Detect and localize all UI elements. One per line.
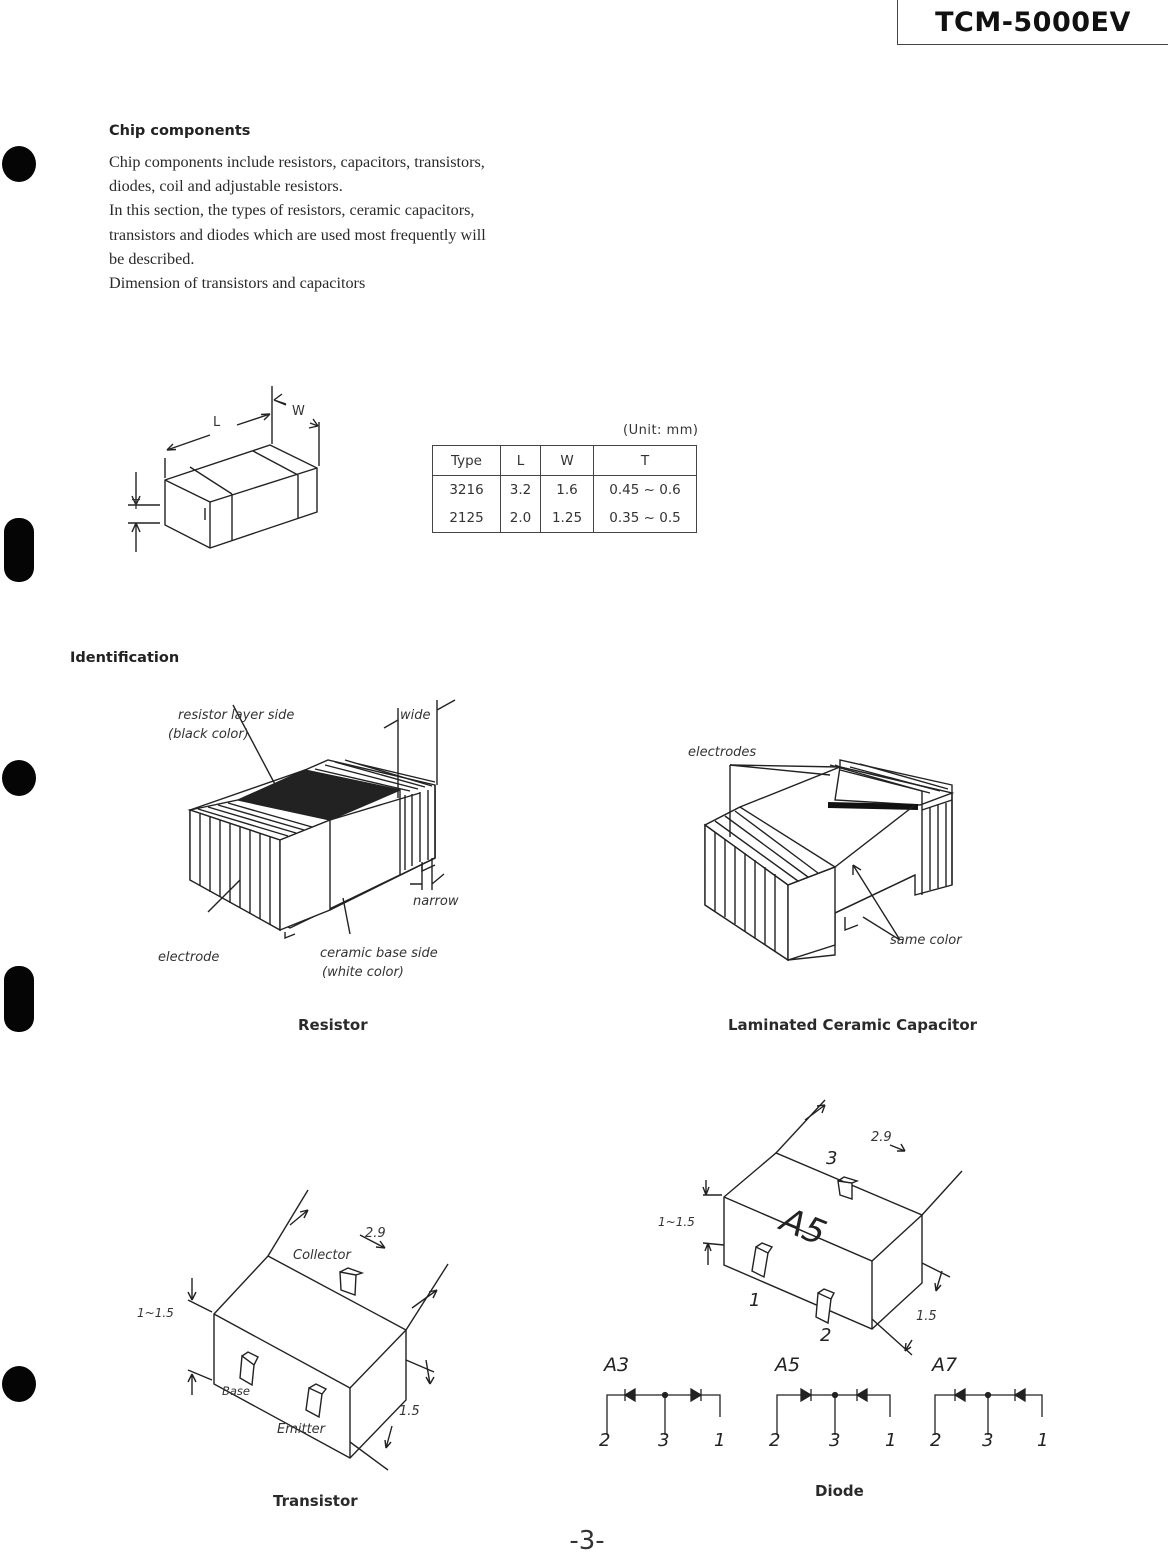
intro-line: Chip components include resistors, capacitors, transistors, (109, 153, 485, 171)
caption-capacitor: Laminated Ceramic Capacitor (728, 1016, 978, 1034)
intro-line: diodes, coil and adjustable resistors. (109, 177, 343, 196)
schematic-pin: 3 (829, 1430, 841, 1451)
diode-figure (700, 1095, 980, 1365)
diode-dim-height: 1~1.5 (658, 1215, 695, 1229)
resistor-label-electrode: electrode (158, 950, 220, 965)
table-cell: 3216 (433, 476, 501, 505)
chip-label-w: W (292, 404, 305, 419)
caption-diode: Diode (815, 1482, 864, 1500)
caption-resistor: Resistor (298, 1016, 368, 1034)
binder-hole (2, 1366, 36, 1402)
page-number: -3- (569, 1526, 605, 1556)
transistor-dim-height: 1~1.5 (137, 1306, 174, 1320)
table-cell: 3.2 (501, 476, 541, 505)
binder-hole (4, 966, 34, 1032)
diode-pin-left: 1 (749, 1290, 761, 1311)
table-header: Type (433, 446, 501, 476)
binder-hole (4, 518, 34, 582)
table-unit-note: (Unit: mm) (623, 423, 699, 438)
section-title-identification: Identification (70, 650, 180, 666)
schematic-pin: 1 (714, 1430, 726, 1451)
table-header: W (541, 446, 594, 476)
binder-hole (2, 760, 36, 796)
transistor-label-emitter: Emitter (277, 1422, 326, 1437)
schematic-pin: 2 (769, 1430, 781, 1451)
resistor-label-ceramic-base: ceramic base side (320, 946, 438, 961)
table-cell: 2.0 (501, 504, 541, 533)
table-cell: 0.45 ~ 0.6 (594, 476, 697, 505)
intro-line: Dimension of transistors and capacitors (109, 274, 366, 293)
table-cell: 2125 (433, 504, 501, 533)
transistor-dim-width: 1.5 (399, 1404, 420, 1419)
diode-dim-width: 1.5 (916, 1309, 937, 1324)
schematic-label-a5: A5 (775, 1354, 801, 1376)
diode-marking: A5 (775, 1200, 832, 1254)
transistor-dim-length: 2.9 (365, 1226, 386, 1241)
schematic-pin: 2 (599, 1430, 611, 1451)
binder-hole (2, 146, 36, 182)
resistor-label-narrow: narrow (413, 894, 459, 909)
table-cell: 1.6 (541, 476, 594, 505)
schematic-pin: 3 (982, 1430, 994, 1451)
diode-dim-length: 2.9 (871, 1130, 892, 1145)
table-row (433, 504, 697, 533)
intro-line: In this section, the types of resistors, ceramic capacitors, (109, 201, 475, 220)
caption-transistor: Transistor (273, 1492, 358, 1510)
diode-pin-top: 3 (826, 1148, 838, 1169)
resistor-label-layer-side: resistor layer side (178, 708, 295, 723)
chip-label-t: T (132, 498, 140, 513)
resistor-label-wide: wide (400, 708, 431, 723)
table-header: T (594, 446, 697, 476)
resistor-label-white-color: (white color) (322, 965, 404, 980)
table-header: L (501, 446, 541, 476)
schematic-pin: 1 (885, 1430, 897, 1451)
capacitor-label-electrodes: electrodes (688, 745, 757, 760)
diode-pin-right: 2 (820, 1325, 832, 1346)
transistor-label-base: Base (222, 1384, 251, 1398)
schematic-label-a3: A3 (604, 1354, 630, 1376)
schematic-pin: 1 (1037, 1430, 1049, 1451)
resistor-label-black-color: (black color) (168, 727, 249, 742)
model-number: TCM-5000EV (897, 0, 1168, 45)
table-cell: 1.25 (541, 504, 594, 533)
table-header-row (433, 446, 697, 476)
chip-dimension-figure (110, 380, 340, 560)
transistor-label-collector: Collector (293, 1248, 351, 1263)
schematic-pin: 2 (930, 1430, 942, 1451)
dimension-table (432, 445, 697, 533)
chip-label-l: L (213, 415, 221, 430)
schematic-pin: 3 (658, 1430, 670, 1451)
capacitor-label-same-color: same color (890, 933, 962, 948)
intro-line: be described. (109, 249, 195, 268)
table-cell: 0.35 ~ 0.5 (594, 504, 697, 533)
intro-line: transistors and diodes which are used most frequently will (109, 225, 486, 244)
schematic-label-a7: A7 (932, 1354, 958, 1376)
section-title-chip-components: Chip components (109, 123, 251, 139)
table-row (433, 476, 697, 505)
intro-paragraph (109, 150, 609, 295)
